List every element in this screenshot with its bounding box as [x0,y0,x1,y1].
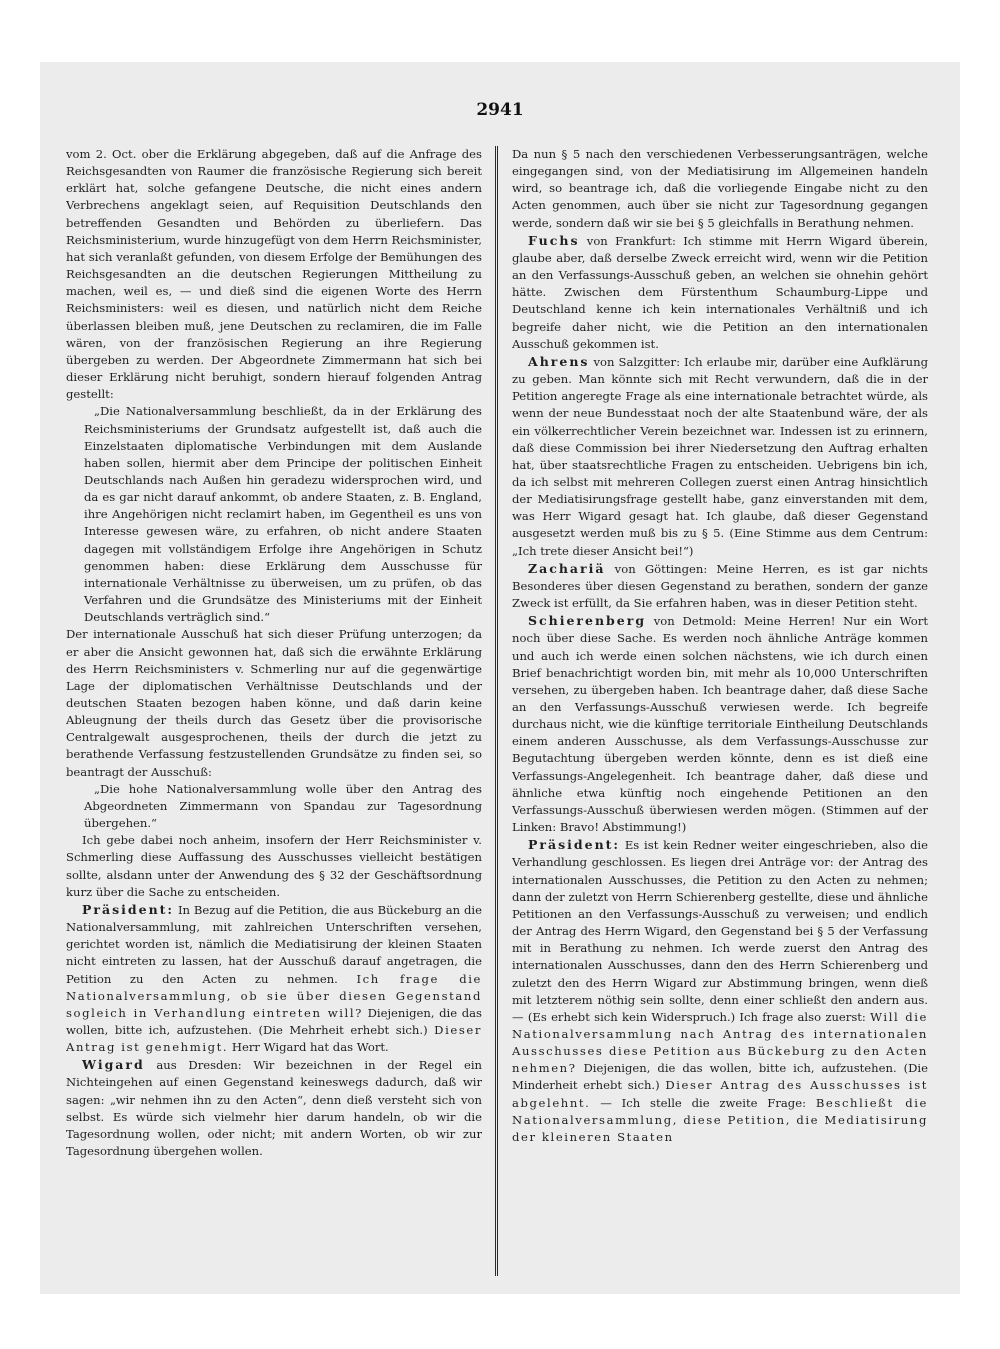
speaker-name: Präsident: [82,901,175,917]
text-run: In Bezug auf die Petition, die aus Bückeburg an die Nationalversammlung, mit zahlreichen Unterschriften versehen, gerichtet worden ist, nämlich die Mediatisirung der kleinen Staaten nicht eintreten zu lassen, hat der Ausschuß darauf angetragen, die Petition zu den Acten zu nehmen. [66,902,482,986]
column-divider [495,146,498,1276]
paragraph [512,353,928,560]
text-run: aus Dresden: Wir bezeichnen in der Regel ein Nichteingehen auf einen Gegenstand keineswegs dadurch, daß wir sagen: „wir nehmen ihn zu den Acten“, denn dieß versteht sich von selbst. Es würde sich vielmehr hier darum handeln, ob wir die Tagesordnung wollen, oder nicht; mit andern Worten, ob wir zur Tagesordnung übergehen wollen. [66,1058,482,1159]
text-run: von Frankfurt: Ich stimme mit Herrn Wigard überein, glaube aber, daß derselbe Zweck erreicht wird, wenn wir die Petition an den Verfassungs-Ausschuß geben, an welchen sie ohnehin gehört hätte. Zwischen dem Fürstenthum Schaumburg-Lippe und Deutschland kenne ich kein internationales Verhältniß und ich begreife daher nicht, wie die Petition an den internationalen Ausschuß gekommen ist. [512,233,928,351]
text-run: von Salzgitter: Ich erlaube mir, darüber eine Aufklärung zu geben. Man könnte sich mit Recht verwundern, daß die in der Petition angeregte Frage als eine internationale betrachtet würde, als wenn der neue Bundesstaat noch der alte Staatenbund wäre, der als ein völkerrechtlicher Verein bezeichnet war. Indessen ist zu erinnern, daß diese Commission bei ihrer Niedersetzung den Auftrag erhalten hat, über staatsrechtliche Fragen zu entscheiden. Uebrigens bin ich, da ich selbst mit mehreren Collegen zuerst einen Antrag hinsichtlich der Mediatisirungsfrage gestellt habe, ganz einverstanden mit dem, was Herr Wigard gesagt hat. Ich glaube, daß dieser Gegenstand ausgesetzt werden muß bis zu § 5. (Eine Stimme aus dem Centrum: „Ich trete dieser Ansicht bei!“) [512,354,928,558]
paragraph [512,612,928,836]
paragraph [512,836,928,1146]
page-number: 2941 [476,100,524,120]
speaker-name: Fuchs [528,232,580,248]
paragraph [66,832,482,901]
spaced-emphasis: Dieser Antrag ist genehmigt. [66,1022,482,1055]
text-run: „Die hohe Nationalversammlung wolle über den Antrag des Abgeordneten Zimmermann von Spandau zur Tagesordnung übergehen.“ [84,781,482,831]
quoted-motion [84,403,482,626]
text-run: von Detmold: Meine Herren! Nur ein Wort noch über diese Sache. Es werden noch ähnliche Anträge kommen und auch ich werde einen solchen nächstens, wie ich durch einen Brief benachrichtigt worden bin, mit mehr als 10,000 Unterschriften versehen, zu übergeben haben. Ich beantrage daher, daß diese Sache an den Verfassungs-Ausschuß verwiesen werde. Ich begreife durchaus nicht, wie die künftige territoriale Eintheilung Deutschlands einem anderen Ausschusse, als dem Verfassungs-Ausschusse zur Begutachtung übergeben werden könnte, denn es ist dieß eine Verfassungs-Angelegenheit. Ich beantrage daher, daß diese und ähnliche etwa künftig noch eingehende Petitionen an den Verfassungs-Ausschuß überwiesen werden mögen. (Stimmen auf der Linken: Bravo! Abstimmung!) [512,614,928,835]
speaker-name: Zachariä [528,560,606,576]
right-column [512,146,928,1261]
left-column [66,146,482,1261]
speaker-name: Wigard [82,1057,145,1073]
text-run: — Ich stelle die zweite Frage: [590,1095,816,1110]
paragraph [66,1056,482,1160]
spaced-emphasis: Beschließt die Nationalversammlung, diese Petition, die Mediatisirung der kleineren Staaten [512,1095,928,1144]
speaker-name: Schierenberg [528,613,647,629]
quoted-motion [84,781,482,832]
text-run: „Die Nationalversammlung beschließt, da in der Erklärung des Reichsministeriums der Grundsatz aufgestellt ist, daß auch die Einzelstaaten diplomatische Verbindungen mit dem Auslande haben sollen, hiermit aber dem Principe der politischen Einheit Deutschlands nach Außen hin geradezu widersprochen wird, und da es gar nicht darauf ankommt, ob andere Staaten, z. B. England, ihre Angehörigen nicht reclamirt haben, im Gegentheil es uns von Interesse gewesen wäre, zu erfahren, ob nicht andere Staaten dagegen mit vollständigem Erfolge ihre Angehörigen in Schutz genommen haben: diese Erklärung dem Ausschusse für internationale Verhältnisse zu überweisen, um zu prüfen, ob das Verfahren und die Grundsätze des Ministeriums mit der Einheit Deutschlands verträglich sind.“ [84,404,482,625]
text-run: Da nun § 5 nach den verschiedenen Verbesserungsanträgen, welche eingegangen sind, von der Mediatisirung im Allgemeinen handeln wird, so beantrage ich, daß die vorliegende Eingabe nicht zu den Acten genommen, auch über sie nicht zur Tagesordnung gegangen werde, sondern daß wir sie bei § 5 gleichfalls in Berathung nehmen. [512,147,928,230]
speaker-name: Ahrens [528,353,590,369]
text-run: Es ist kein Redner weiter eingeschrieben, also die Verhandlung geschlossen. Es liegen drei Anträge vor: der Antrag des internationalen Ausschusses, die Petition zu den Acten zu nehmen; dann der zuletzt von Herrn Schierenberg gestellte, diese und ähnliche Petitionen an den Verfassungs-Ausschuß zu verweisen; und endlich der Antrag des Herrn Wigard, den Gegenstand bei § 5 der Verfassung mit in Berathung zu nehmen. Ich werde zuerst den Antrag des internationalen Ausschusses, dann den des Herrn Schierenberg und zuletzt den des Herrn Wigard zur Abstimmung bringen, wenn dieß mit letzterem nöthig sein sollte, denn einer schließt den andern aus. — (Es erhebt sich kein Widerspruch.) Ich frage also zuerst: [512,838,928,1024]
text-run: Der internationale Ausschuß hat sich dieser Prüfung unterzogen; da er aber die Ansicht gewonnen hat, daß sich die erwähnte Erklärung des Herrn Reichsministers v. Schmerling nur auf die gegenwärtige Lage der diplomatischen Verhältnisse Deutschlands und der deutschen Staaten bezogen haben könne, und daß darin keine Ableugnung der theils durch das Gesetz über die provisorische Centralgewalt ausgesprochenen, theils der durch die jetzt zu berathende Verfassung festzustellenden Grundsätze zu finden sei, so beantragt der Ausschuß: [66,627,482,779]
paragraph [66,901,482,1056]
text-run: Diejenigen, die das wollen, bitte ich, aufzustehen. (Die Mehrheit erhebt sich.) [66,1005,482,1037]
spaced-emphasis: Ich frage die Nationalversammlung, ob sie über diesen Gegenstand sogleich in Verhandlung eintreten will? [66,971,482,1020]
spaced-emphasis: Dieser Antrag des Ausschusses ist abgelehnt. [512,1078,928,1110]
paragraph [512,560,928,612]
text-run: Ich gebe dabei noch anheim, insofern der Herr Reichsminister v. Schmerling diese Auffassung des Ausschusses vielleicht bestätigen sollte, alsdann unter der Anwendung des § 32 der Geschäftsordnung kurz über die Sache zu entscheiden. [66,833,482,899]
paragraph [512,232,928,353]
text-run: Herr Wigard hat das Wort. [228,1040,389,1055]
speaker-name: Präsident: [528,837,621,853]
text-run: vom 2. Oct. ober die Erklärung abgegeben, daß auf die Anfrage des Reichsgesandten von Raumer die französische Regierung sich bereit erklärt hat, solche gefangene Deutsche, die nicht eines andern Verbrechens angeklagt seien, auf Requisition Deutschlands den betreffenden Gesandten und Behörden zu überliefern. Das Reichsministerium, wurde hinzugefügt von dem Herrn Reichsminister, hat sich veranlaßt gefunden, von diesem Erfolge der Bemühungen des Reichsgesandten an die deutschen Regierungen Mittheilung zu machen, weil es, — und dieß sind die eigenen Worte des Herrn Reichsministers: weil es diesen, und natürlich nicht dem Reiche überlassen bleiben muß, jene Deutschen zu reclamiren, die im Falle wären, von der französischen Regierung an ihre Regierung übergeben zu werden. Der Abgeordnete Zimmermann hat sich bei dieser Erklärung nicht beruhigt, sondern hierauf folgenden Antrag gestellt: [66,147,482,402]
paragraph [66,146,482,403]
text-run: Diejenigen, die das wollen, bitte ich, aufzustehen. (Die Minderheit erhebt sich.) [512,1061,928,1093]
paragraph [66,626,482,780]
paragraph [512,146,928,232]
spaced-emphasis: Will die Nationalversammlung nach Antrag des internationalen Ausschusses diese Petition aus Bückeburg zu den Acten nehmen? [512,1009,928,1076]
text-run: von Göttingen: Meine Herren, es ist gar nichts Besonderes über diesen Gegenstand zu berathen, sondern der ganze Zweck ist erfüllt, da Sie erfahren haben, was in dieser Petition steht. [512,561,928,611]
